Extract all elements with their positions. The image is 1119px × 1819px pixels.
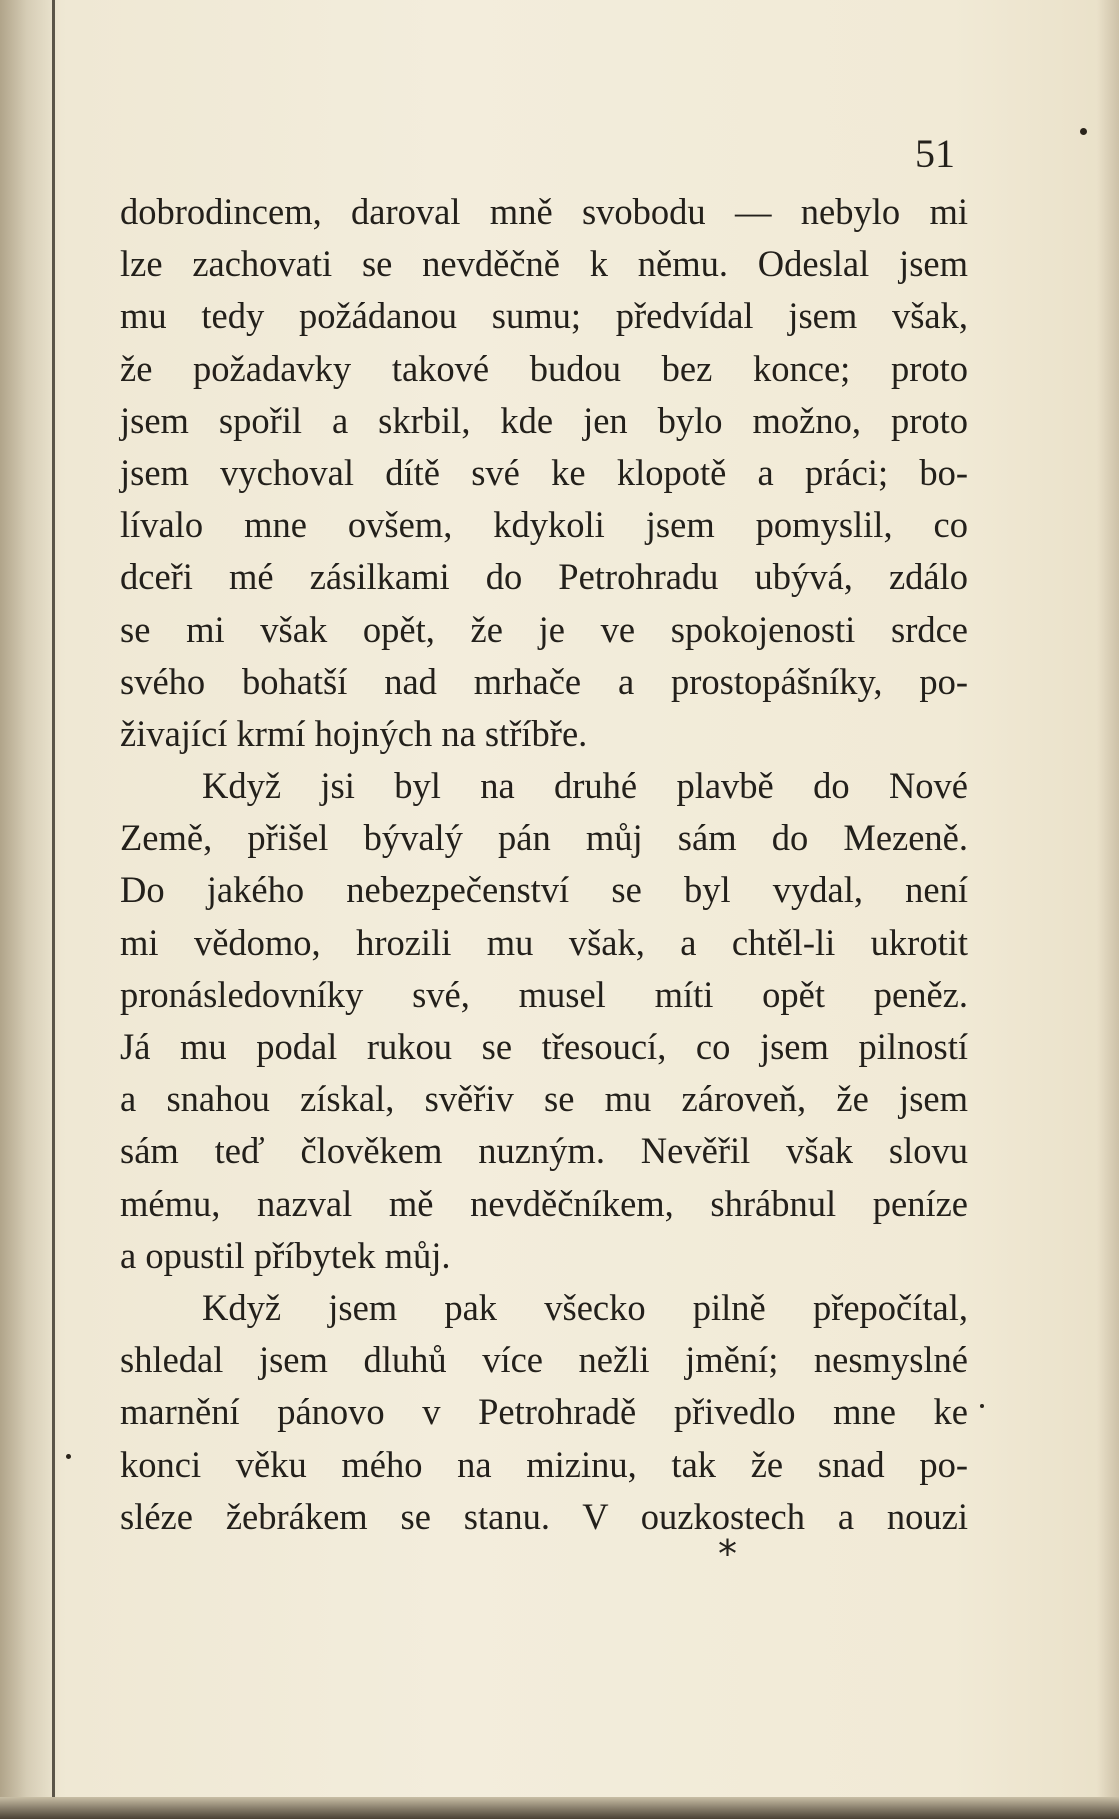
text-line: se mi však opět, že je ve spokojenosti srdce <box>120 608 968 650</box>
text-line: dceři mé zásilkami do Petrohradu ubývá, zdálo <box>120 556 968 598</box>
text-line: marnění pánovo v Petrohradě přivedlo mne ke <box>120 1391 968 1433</box>
text-line: shledal jsem dluhů více nežli jmění; nesmyslné <box>120 1339 968 1381</box>
text-line: lze zachovati se nevděčně k němu. Odeslal jsem <box>120 243 968 285</box>
ink-speck <box>1080 128 1087 135</box>
text-line: Já mu podal rukou se třesoucí, co jsem pilností <box>120 1026 968 1067</box>
text-line: a opustil příbytek můj. <box>120 1234 451 1276</box>
gutter-shadow <box>0 0 60 1819</box>
text-line: svého bohatší nad mrhače a prostopášníky, po- <box>120 660 968 702</box>
text-line: mému, nazval mě nevděčníkem, shrábnul peníze <box>120 1182 968 1224</box>
text-line: jsem vychoval dítě své ke klopotě a práci; bo- <box>120 451 968 493</box>
text-line: dobrodincem, daroval mně svobodu — nebylo mi <box>120 191 968 232</box>
signature-mark: * <box>718 1532 737 1576</box>
text-line: mu tedy požádanou sumu; předvídal jsem však, <box>120 295 968 337</box>
text-line: Do jakého nebezpečenství se byl vydal, není <box>120 869 968 911</box>
page-edge-right <box>1097 0 1119 1819</box>
text-line: pronásledovníky své, musel míti opět peněz. <box>120 973 968 1015</box>
text-line: lívalo mne ovšem, kdykoli jsem pomyslil, co <box>120 504 968 546</box>
text-line: sám teď člověkem nuzným. Nevěřil však slovu <box>120 1130 968 1172</box>
body-text <box>120 186 968 1543</box>
ink-speck <box>66 1454 71 1459</box>
text-line: Když jsi byl na druhé plavbě do Nové <box>202 765 968 807</box>
text-line: že požadavky takové budou bez konce; proto <box>120 347 968 389</box>
text-line: živající krmí hojných na stříbře. <box>120 712 588 754</box>
text-line: mi vědomo, hrozili mu však, a chtěl-li ukrotit <box>120 921 968 963</box>
text-line: jsem spořil a skrbil, kde jen bylo možno, proto <box>120 399 968 441</box>
page-number: 51 <box>915 131 955 176</box>
text-line: Když jsem pak všecko pilně přepočítal, <box>202 1286 968 1328</box>
binding-edge <box>52 0 55 1819</box>
text-line: konci věku mého na mizinu, tak že snad po- <box>120 1443 968 1485</box>
page-edge-bottom <box>0 1797 1119 1819</box>
text-line: sléze žebrákem se stanu. V ouzkostech a nouzi <box>120 1495 968 1537</box>
ink-speck <box>980 1404 984 1408</box>
text-line: Země, přišel bývalý pán můj sám do Mezeně. <box>120 817 968 859</box>
text-line: a snahou získal, svěřiv se mu zároveň, že jsem <box>120 1078 968 1120</box>
